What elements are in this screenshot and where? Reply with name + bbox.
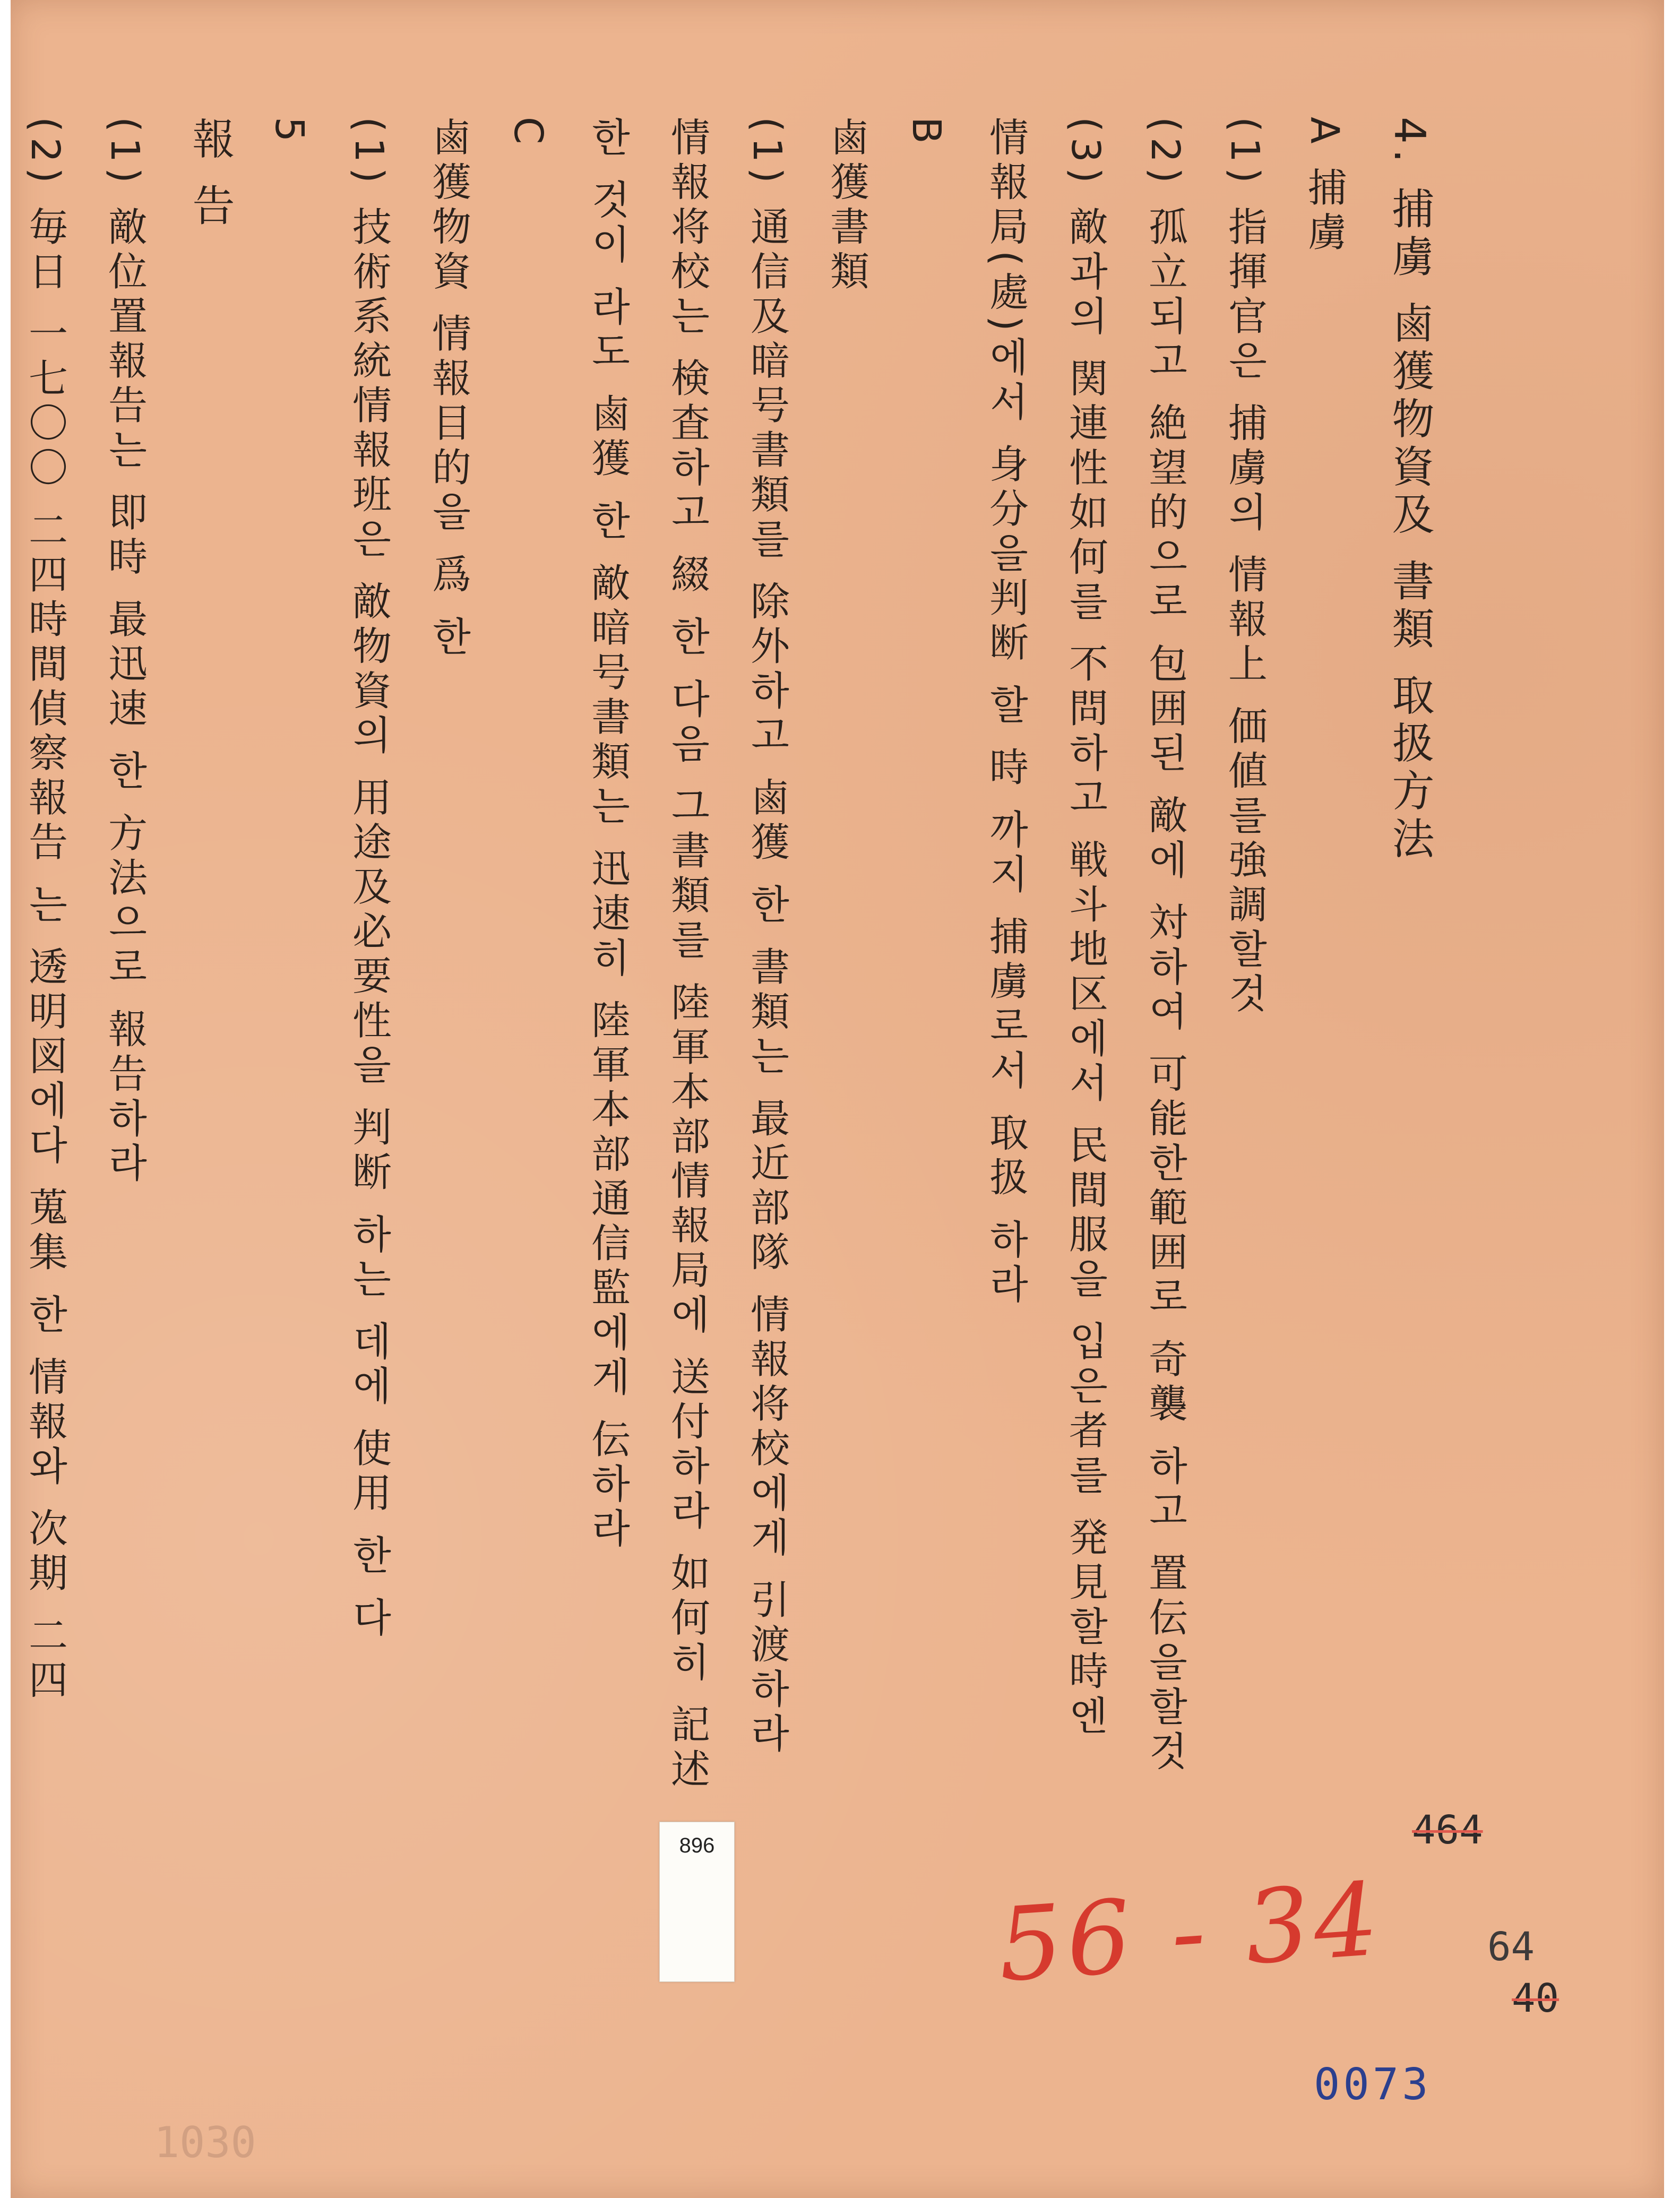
line-a1: (1) 指揮官은 捕虜의 情報上 価値를強調할것 xyxy=(1222,117,1268,1018)
archive-stamp-number: 0073 xyxy=(1314,2059,1432,2110)
slip-number: 896 xyxy=(679,1834,715,1857)
archive-slip xyxy=(659,1822,735,1982)
struck-number-top: 464 xyxy=(1412,1807,1483,1853)
faded-stamp: 1030 xyxy=(154,2118,256,2167)
line-a3: (3) 敵과의 関連性如何를 不問하고 戦斗地区에서 民間服을 입은者를 発見할時엔 xyxy=(1063,117,1108,1740)
subheading-a: A 捕虜 xyxy=(1302,117,1347,256)
line-5-1: (1) 敵位置報告는 即時 最迅速 한 方法으로 報告하라 xyxy=(102,117,148,1187)
document-page xyxy=(11,0,1664,2198)
section-heading-4: 4. 捕虜 鹵獲物資及 書類 取扱方法 xyxy=(1385,117,1434,865)
heading-reports: 報 告 xyxy=(185,117,235,231)
line-b1-cont1: 情報将校는 検査하고 綴 한 다음 그書類를 陸軍本部情報局에 送付하라 如何히 記述 xyxy=(665,117,710,1793)
struck-number-bottom: 40 xyxy=(1512,1976,1560,2021)
line-a2: (2) 孤立되고 絶望的으로 包囲된 敵에 対하여 可能한範囲로 奇襲 하고 置伝을할것 xyxy=(1142,117,1188,1775)
heading-captured-materials: 鹵獲物資 情報目的을 爲 한 xyxy=(426,117,471,661)
heading-captured-documents: 鹵獲書類 xyxy=(824,117,869,295)
subheading-b: B xyxy=(903,117,949,149)
page-number-stamp: 64 xyxy=(1487,1924,1535,1970)
section-number-5: 5 xyxy=(266,117,312,148)
vertical-text-columns xyxy=(0,117,1441,1868)
line-b1-cont2: 한 것이 라도 鹵獲 한 敵暗号書類는 迅速히 陸軍本部通信監에게 伝하라 xyxy=(585,117,631,1553)
line-b1: (1) 通信及暗号書類를 除外하고 鹵獲 한 書類는 最近部隊 情報将校에게 引渡하라 xyxy=(744,117,790,1758)
subheading-c: C xyxy=(505,117,551,150)
line-a3-cont: 情報局(處)에서 身分을判断 할 時 까지 捕虜로서 取扱 하라 xyxy=(983,117,1029,1308)
red-handwritten-number: 56 - 34 xyxy=(994,1860,1386,2005)
line-5-2: (2) 毎日 一七〇〇 二四時間偵察報告 는 透明図에다 蒐集 한 情報와 次期 二四 xyxy=(22,117,68,1704)
line-c1: (1) 技術系統情報班은 敵物資의 用途及必要性을 判断 하는 데에 使用 한 다 xyxy=(346,117,392,1642)
